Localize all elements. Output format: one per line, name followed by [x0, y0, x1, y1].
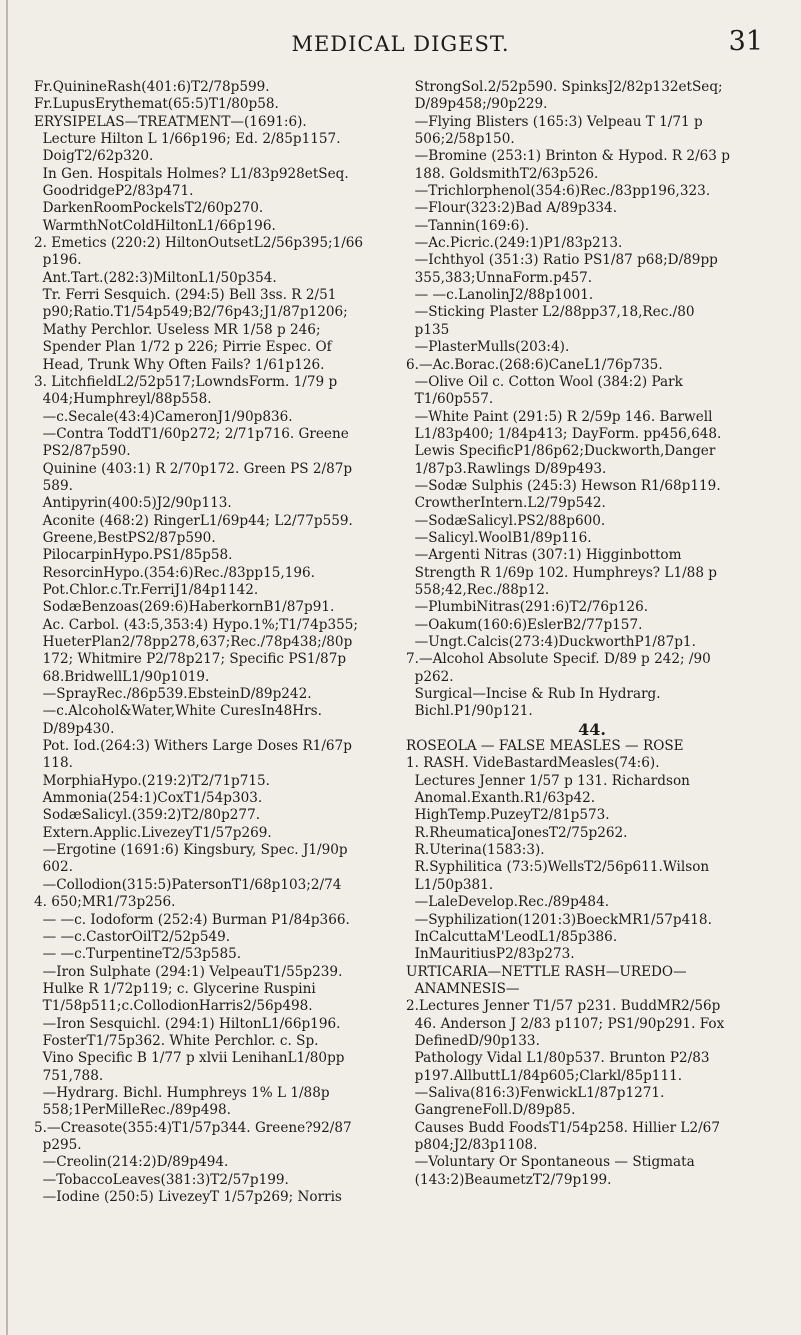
text-line: —Ergotine (1691:6) Kingsbury, Spec. J1/90p — [34, 842, 348, 859]
text-line: —Tannin(169:6). — [406, 217, 530, 234]
text-line: T1/60p557. — [406, 391, 494, 408]
text-line: —Ac.Picric.(249:1)P1/83p213. — [406, 235, 623, 252]
text-line: Mathy Perchlor. Useless MR 1/58 p 246; — [34, 321, 321, 338]
text-line: Lewis SpecificP1/86p62;Duckworth,Danger — [406, 443, 716, 460]
text-line: —Argenti Nitras (307:1) Higginbottom — [406, 547, 682, 564]
text-line: Anomal.Exanth.R1/63p42. — [406, 790, 596, 807]
text-line: —Hydrarg. Bichl. Humphreys 1% L 1/88p — [34, 1084, 330, 1101]
right-column — [406, 79, 778, 1189]
text-line: —Creolin(214:2)D/89p494. — [34, 1154, 229, 1171]
text-line: —LaleDevelop.Rec./89p484. — [406, 894, 610, 911]
text-line: 751,788. — [34, 1067, 104, 1084]
text-line: 2.Lectures Jenner T1/57 p231. BuddMR2/56p — [406, 998, 721, 1015]
text-line: 589. — [34, 477, 73, 494]
text-line: —c.Secale(43:4)CameronJ1/90p836. — [34, 408, 293, 425]
text-line: Tr. Ferri Sesquich. (294:5) Bell 3ss. R 2/51 — [34, 287, 337, 304]
text-line: Greene,BestPS2/87p590. — [34, 529, 216, 546]
text-line: p197.AllbuttL1/84p605;Clarkl/85p111. — [406, 1067, 683, 1084]
text-line: InMauritiusP2/83p273. — [406, 946, 575, 963]
text-line: Fr.LupusErythemat(65:5)T1/80p58. — [34, 96, 279, 113]
text-line: Ac. Carbol. (43:5,353:4) Hypo.1%;T1/74p355; — [34, 616, 359, 633]
text-line: 2. Emetics (220:2) HiltonOutsetL2/56p395;1/66 — [34, 235, 364, 252]
text-line: —Oakum(160:6)EslerB2/77p157. — [406, 616, 643, 633]
text-line: Pathology Vidal L1/80p537. Brunton P2/83 — [406, 1050, 710, 1067]
text-line: —Iron Sulphate (294:1) VelpeauT1/55p239. — [34, 963, 343, 980]
text-line: URTICARIA—NETTLE RASH—UREDO— — [406, 963, 687, 980]
text-line: —Flour(323:2)Bad A/89p334. — [406, 200, 618, 217]
text-line: Lecture Hilton L 1/66p196; Ed. 2/85p1157. — [34, 131, 341, 148]
text-line: 558;1PerMilleRec./89p498. — [34, 1102, 231, 1119]
text-line: 355,383;UnnaForm.p457. — [406, 269, 593, 286]
text-line: p295. — [34, 1136, 82, 1153]
text-line: DoigT2/62p320. — [34, 148, 154, 165]
text-line: p262. — [406, 668, 454, 685]
text-line: —Collodion(315:5)PatersonT1/68p103;2/74 — [34, 876, 342, 893]
text-line: 188. GoldsmithT2/63p526. — [406, 165, 599, 182]
text-line: SodæBenzoas(269:6)HaberkornB1/87p91. — [34, 599, 335, 616]
text-line: p135 — [406, 321, 450, 338]
text-line: R.RheumaticaJonesT2/75p262. — [406, 824, 628, 841]
text-line: — —c. Iodoform (252:4) Burman P1/84p366. — [34, 911, 350, 928]
text-line: L1/83p400; 1/84p413; DayForm. pp456,648. — [406, 425, 722, 442]
text-line: —Voluntary Or Spontaneous — Stigmata — [406, 1154, 695, 1171]
text-line: R.Uterina(1583:3). — [406, 842, 545, 859]
text-line: Aconite (468:2) RingerL1/69p44; L2/77p559. — [34, 512, 353, 529]
text-line: Spender Plan 1/72 p 226; Pirrie Espec. Of — [34, 339, 332, 356]
text-line: PS2/87p590. — [34, 443, 131, 460]
text-line: —PlasterMulls(203:4). — [406, 339, 570, 356]
right-column-entries-after — [406, 738, 778, 1189]
text-line: SodæSalicyl.(359:2)T2/80p277. — [34, 807, 261, 824]
text-line: Causes Budd FoodsT1/54p258. Hillier L2/67 — [406, 1119, 720, 1136]
page-number: 31 — [728, 26, 763, 57]
text-line: Lectures Jenner 1/57 p 131. Richardson — [406, 772, 690, 789]
text-line: ERYSIPELAS—TREATMENT—(1691:6). — [34, 113, 307, 130]
text-line: —Iodine (250:5) LivezeyT 1/57p269; Norris — [34, 1189, 342, 1205]
section-number: 44. — [578, 719, 606, 739]
text-line: — —c.TurpentineT2/53p585. — [34, 946, 242, 963]
text-line: DarkenRoomPockelsT2/60p270. — [34, 200, 264, 217]
text-line: 6.—Ac.Borac.(268:6)CaneL1/76p735. — [406, 356, 663, 373]
text-line: Surgical—Incise & Rub In Hydrarg. — [406, 686, 661, 703]
text-line: Strength R 1/69p 102. Humphreys? L1/88 p — [406, 564, 717, 581]
text-line: —Sticking Plaster L2/88pp37,18,Rec./80 — [406, 304, 695, 321]
text-line: T1/58p511;c.CollodionHarris2/56p498. — [34, 998, 313, 1015]
text-line: CrowtherIntern.L2/79p542. — [406, 495, 606, 512]
text-line: 172; Whitmire P2/78p217; Specific PS1/87p — [34, 651, 347, 668]
text-line: StrongSol.2/52p590. SpinksJ2/82p132etSeq; — [406, 79, 723, 95]
text-line: In Gen. Hospitals Holmes? L1/83p928etSeq. — [34, 165, 349, 182]
text-line: — —c.LanolinJ2/88p1001. — [406, 287, 594, 304]
text-line: Quinine (403:1) R 2/70p172. Green PS 2/87p — [34, 460, 353, 477]
text-line: GoodridgeP2/83p471. — [34, 183, 194, 200]
text-line: Antipyrin(400:5)J2/90p113. — [34, 495, 232, 512]
text-line: D/89p430. — [34, 720, 115, 737]
text-line: 7.—Alcohol Absolute Specif. D/89 p 242; /90 — [406, 651, 711, 668]
text-line: HighTemp.PuzeyT2/81p573. — [406, 807, 610, 824]
text-line: L1/50p381. — [406, 876, 494, 893]
text-line: ResorcinHypo.(354:6)Rec./83pp15,196. — [34, 564, 315, 581]
text-line: —SprayRec./86p539.EbsteinD/89p242. — [34, 686, 312, 703]
text-line: Hulke R 1/72p119; c. Glycerine Ruspini — [34, 980, 316, 997]
text-line: GangreneFoll.D/89p85. — [406, 1102, 576, 1119]
text-line: FosterT1/75p362. White Perchlor. c. Sp. — [34, 1032, 319, 1049]
text-line: —White Paint (291:5) R 2/59p 146. Barwell — [406, 408, 713, 425]
text-line: Pot.Chlor.c.Tr.FerriJ1/84p1142. — [34, 581, 259, 598]
text-line: —Sodæ Sulphis (245:3) Hewson R1/68p119. — [406, 477, 721, 494]
text-line: InCalcuttaM'LeodL1/85p386. — [406, 928, 618, 945]
text-line: Ant.Tart.(282:3)MiltonL1/50p354. — [34, 269, 277, 286]
text-line: p196. — [34, 252, 82, 269]
text-line: p90;Ratio.T1/54p549;B2/76p43;J1/87p1206; — [34, 304, 348, 321]
text-line: 5.—Creasote(355:4)T1/57p344. Greene?92/87 — [34, 1119, 352, 1136]
text-line: PilocarpinHypo.PS1/85p58. — [34, 547, 233, 564]
text-line: —Iron Sesquichl. (294:1) HiltonL1/66p196. — [34, 1015, 341, 1032]
text-line: 404;Humphreyl/88p558. — [34, 391, 212, 408]
text-line: 506;2/58p150. — [406, 131, 515, 148]
text-line: Extern.Applic.LivezeyT1/57p269. — [34, 824, 272, 841]
text-line: — —c.CastorOilT2/52p549. — [34, 928, 231, 945]
text-line: Ammonia(254:1)CoxT1/54p303. — [34, 790, 263, 807]
text-line: —Ichthyol (351:3) Ratio PS1/87 p68;D/89pp — [406, 252, 718, 269]
right-column-entries — [406, 79, 778, 721]
text-line: 602. — [34, 859, 73, 876]
text-line: 1/87p3.Rawlings D/89p493. — [406, 460, 607, 477]
text-line: —Flying Blisters (165:3) Velpeau T 1/71 p — [406, 113, 703, 130]
text-line: Pot. Iod.(264:3) Withers Large Doses R1/67p — [34, 738, 352, 755]
text-line: 68.BridwellL1/90p1019. — [34, 668, 210, 685]
left-column — [34, 79, 398, 1206]
text-line: DefinedD/90p133. — [406, 1032, 540, 1049]
text-line: ROSEOLA — FALSE MEASLES — ROSE — [406, 738, 684, 755]
text-line: 118. — [34, 755, 73, 772]
text-line: Head, Trunk Why Often Fails? 1/61p126. — [34, 356, 325, 373]
text-line: MorphiaHypo.(219:2)T2/71p715. — [34, 772, 270, 789]
text-line: Fr.QuinineRash(401:6)T2/78p599. — [34, 79, 270, 95]
text-line: —Syphilization(1201:3)BoeckMR1/57p418. — [406, 911, 712, 928]
text-line: —TobaccoLeaves(381:3)T2/57p199. — [34, 1171, 289, 1188]
text-line: —Contra ToddT1/60p272; 2/71p716. Greene — [34, 425, 349, 442]
text-line: HueterPlan2/78pp278,637;Rec./78p438;/80p — [34, 634, 353, 650]
running-title: MEDICAL DIGEST. — [291, 32, 510, 56]
page-header — [0, 26, 801, 60]
text-line: WarmthNotColdHiltonL1/66p196. — [34, 217, 276, 234]
text-line: —Trichlorphenol(354:6)Rec./83pp196,323. — [406, 183, 711, 200]
text-line: 1. RASH. VideBastardMeasles(74:6). — [406, 755, 660, 772]
text-line: D/89p458;/90p229. — [406, 96, 548, 113]
text-line: —Bromine (253:1) Brinton & Hypod. R 2/63 p — [406, 148, 730, 165]
text-line: —Ungt.Calcis(273:4)DuckworthP1/87p1. — [406, 634, 696, 650]
text-line: 558;42,Rec./88p12. — [406, 581, 550, 598]
text-line: p804;J2/83p1108. — [406, 1136, 538, 1153]
text-line: —SodæSalicyl.PS2/88p600. — [406, 512, 606, 529]
binding-edge — [6, 0, 8, 1335]
text-line: 4. 650;MR1/73p256. — [34, 894, 176, 911]
text-line: 46. Anderson J 2/83 p1107; PS1/90p291. Fox — [406, 1015, 725, 1032]
text-line: 3. LitchfieldL2/52p517;LowndsForm. 1/79 p — [34, 373, 338, 390]
text-line: —PlumbiNitras(291:6)T2/76p126. — [406, 599, 649, 616]
text-line: —Olive Oil c. Cotton Wool (384:2) Park — [406, 373, 683, 390]
text-line: R.Syphilitica (73:5)WellsT2/56p611.Wilson — [406, 859, 710, 876]
text-line: ANAMNESIS— — [406, 980, 520, 997]
text-line: Vino Specific B 1/77 p xlvii LenihanL1/80pp — [34, 1050, 345, 1067]
text-line: —Saliva(816:3)FenwickL1/87p1271. — [406, 1084, 665, 1101]
text-line: Bichl.P1/90p121. — [406, 703, 533, 720]
text-line: (143:2)BeaumetzT2/79p199. — [406, 1171, 612, 1188]
text-line: —c.Alcohol&Water,White CuresIn48Hrs. — [34, 703, 322, 720]
text-line: —Salicyl.WoolB1/89p116. — [406, 529, 592, 546]
